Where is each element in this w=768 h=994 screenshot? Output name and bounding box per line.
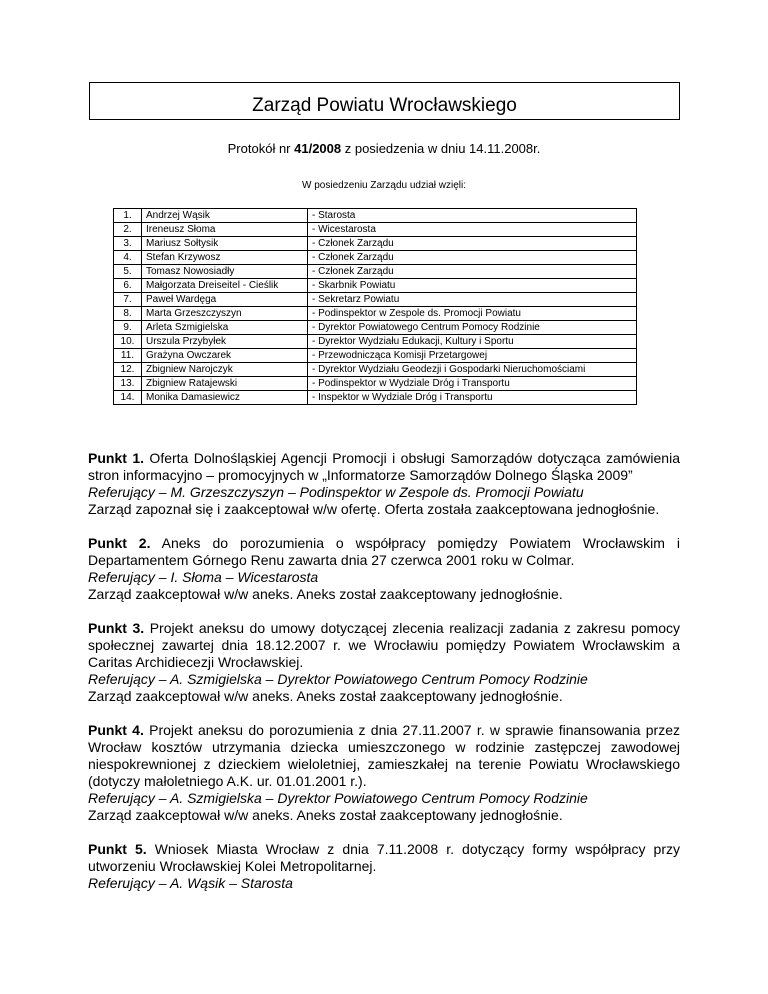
member-number: 13. (114, 377, 142, 391)
member-role: - Członek Zarządu (308, 265, 637, 279)
point-label: Punkt 4. (88, 722, 144, 738)
agenda-point (88, 535, 680, 603)
point-text: Projekt aneksu do porozumienia z dnia 27.11.2007 r. w sprawie finansowania przez Wrocław kosztów utrzymania dziecka umieszczonego w rodzinie zastępczej zawodowej niespokrewnionej z dzieckiem wieloletniej, zamieszkałej na terenie Powiatu Wrocławskiego (dotyczy małoletniego A.K. ur. 01.01.2001 r.). (88, 722, 680, 789)
point-text: Wniosek Miasta Wrocław z dnia 7.11.2008 r. dotyczący formy współpracy przy utworzeniu Wrocławskiej Kolei Metropolitarnej. (88, 841, 680, 874)
member-name: Monika Damasiewicz (142, 391, 308, 405)
point-referent: Referujący – A. Szmigielska – Dyrektor Powiatowego Centrum Pomocy Rodzinie (88, 790, 588, 806)
member-row (114, 377, 637, 391)
member-role: - Sekretarz Powiatu (308, 293, 637, 307)
member-row (114, 251, 637, 265)
participants-heading: W posiedzeniu Zarządu udział wzięli: (302, 180, 466, 191)
member-number: 10. (114, 335, 142, 349)
member-row (114, 335, 637, 349)
protocol-prefix: Protokół nr (227, 141, 295, 156)
member-number: 14. (114, 391, 142, 405)
member-name: Zbigniew Narojczyk (142, 363, 308, 377)
member-row (114, 349, 637, 363)
protocol-number: 41/2008 (294, 141, 342, 156)
point-label: Punkt 1. (88, 450, 144, 466)
member-role: - Członek Zarządu (308, 251, 637, 265)
point-referent: Referujący – I. Słoma – Wicestarosta (88, 569, 319, 585)
member-number: 11. (114, 349, 142, 363)
point-referent: Referujący – A. Wąsik – Starosta (88, 875, 293, 891)
member-name: Ireneusz Słoma (142, 223, 308, 237)
agenda-point (88, 450, 680, 518)
point-text: Aneks do porozumienia o współpracy pomiędzy Powiatem Wrocławskim i Departamentem Górnego Renu zawarta dnia 27 czerwca 2001 roku w Colmar. (88, 535, 680, 568)
member-role: - Dyrektor Wydziału Geodezji i Gospodarki Nieruchomościami (308, 363, 637, 377)
member-row (114, 307, 637, 321)
title-box (89, 82, 680, 120)
member-number: 5. (114, 265, 142, 279)
member-row (114, 321, 637, 335)
member-name: Paweł Wardęga (142, 293, 308, 307)
member-name: Mariusz Sołtysik (142, 237, 308, 251)
member-role: - Podinspektor w Zespole ds. Promocji Powiatu (308, 307, 637, 321)
member-row (114, 391, 637, 405)
agenda-point (88, 841, 680, 892)
point-decision: Zarząd zapoznał się i zaakceptował w/w ofertę. Oferta została zaakceptowana jednogłośnie. (88, 501, 660, 517)
member-number: 4. (114, 251, 142, 265)
member-number: 2. (114, 223, 142, 237)
member-name: Marta Grzeszczyszyn (142, 307, 308, 321)
member-role: - Dyrektor Powiatowego Centrum Pomocy Rodzinie (308, 321, 637, 335)
protocol-line (0, 141, 768, 156)
members-table (113, 208, 637, 405)
point-body (88, 841, 680, 875)
point-decision: Zarząd zaakceptował w/w aneks. Aneks został zaakceptowany jednogłośnie. (88, 586, 563, 602)
member-name: Tomasz Nowosiadły (142, 265, 308, 279)
member-name: Andrzej Wąsik (142, 209, 308, 223)
protocol-suffix: z posiedzenia w dniu 14.11.2008r. (341, 141, 541, 156)
member-row (114, 363, 637, 377)
member-role: - Przewodnicząca Komisji Przetargowej (308, 349, 637, 363)
member-name: Zbigniew Ratajewski (142, 377, 308, 391)
member-role: - Członek Zarządu (308, 237, 637, 251)
member-role: - Inspektor w Wydziale Dróg i Transportu (308, 391, 637, 405)
member-name: Urszula Przybyłek (142, 335, 308, 349)
member-role: - Wicestarosta (308, 223, 637, 237)
member-row (114, 293, 637, 307)
member-number: 7. (114, 293, 142, 307)
point-referent: Referujący – M. Grzeszczyszyn – Podinspektor w Zespole ds. Promocji Powiatu (88, 484, 584, 500)
member-name: Małgorzata Dreiseitel - Cieślik (142, 279, 308, 293)
member-row (114, 209, 637, 223)
agenda-point (88, 722, 680, 824)
member-role: - Skarbnik Powiatu (308, 279, 637, 293)
member-row (114, 265, 637, 279)
point-body (88, 450, 680, 484)
member-number: 3. (114, 237, 142, 251)
agenda-point (88, 620, 680, 705)
member-name: Grażyna Owczarek (142, 349, 308, 363)
member-row (114, 279, 637, 293)
point-label: Punkt 5. (88, 841, 147, 857)
member-row (114, 237, 637, 251)
member-number: 6. (114, 279, 142, 293)
member-number: 12. (114, 363, 142, 377)
document-title: Zarząd Powiatu Wrocławskiego (252, 95, 517, 116)
member-role: - Dyrektor Wydziału Edukacji, Kultury i Sportu (308, 335, 637, 349)
member-row (114, 223, 637, 237)
member-role: - Podinspektor w Wydziale Dróg i Transportu (308, 377, 637, 391)
point-text: Projekt aneksu do umowy dotyczącej zlecenia realizacji zadania z zakresu pomocy społecznej zawartej dnia 18.12.2007 r. we Wrocławiu pomiędzy Powiatem Wrocławskim a Caritas Archidiecezji Wrocławskiej. (88, 620, 680, 670)
points-section (88, 450, 680, 909)
point-decision: Zarząd zaakceptował w/w aneks. Aneks został zaakceptowany jednogłośnie. (88, 688, 563, 704)
member-name: Arleta Szmigielska (142, 321, 308, 335)
point-referent: Referujący – A. Szmigielska – Dyrektor Powiatowego Centrum Pomocy Rodzinie (88, 671, 588, 687)
member-name: Stefan Krzywosz (142, 251, 308, 265)
point-body (88, 722, 680, 790)
point-body (88, 620, 680, 671)
point-decision: Zarząd zaakceptował w/w aneks. Aneks został zaakceptowany jednogłośnie. (88, 807, 563, 823)
member-number: 8. (114, 307, 142, 321)
point-label: Punkt 2. (88, 535, 151, 551)
member-number: 1. (114, 209, 142, 223)
point-label: Punkt 3. (88, 620, 145, 636)
member-role: - Starosta (308, 209, 637, 223)
member-number: 9. (114, 321, 142, 335)
point-text: Oferta Dolnośląskiej Agencji Promocji i obsługi Samorządów dotycząca zamówienia stron informacyjno – promocyjnych w „Informatorze Samorządów Dolnego Śląska 2009” (88, 450, 680, 483)
point-body (88, 535, 680, 569)
